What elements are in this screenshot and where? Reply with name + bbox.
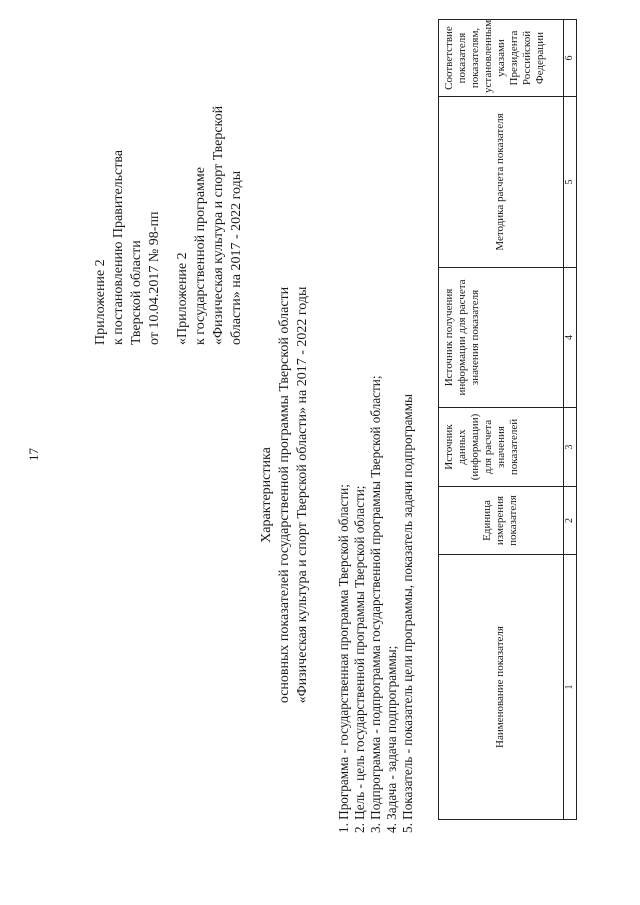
heading-line: основных показателей государственной программы Тверской области — [277, 286, 292, 704]
column-number: 6 — [563, 20, 576, 97]
table-header-cell: Источник получения информации для расчета значения показателя — [439, 268, 564, 408]
annex-word: программе — [193, 167, 208, 232]
page-number: 17 — [26, 448, 41, 461]
heading-title: Характеристика — [259, 447, 274, 543]
column-number: 5 — [563, 97, 576, 268]
definition-item: 4. Задача - задача подпрограммы; — [384, 645, 399, 833]
annex-word: к — [193, 338, 208, 345]
column-number: 3 — [563, 408, 576, 487]
annex-quote-line: «Приложение 2 — [175, 252, 190, 345]
table-header-cell: Соответствие показателя показателям, установленным указами Президента Российской Федерации — [439, 20, 564, 97]
annex-spacer — [164, 65, 174, 345]
annex-quote-line: области» на 2017 - 2022 годы — [229, 170, 244, 345]
annex-quote-line: «Физическая культура и спорт Тверской — [211, 105, 226, 345]
table-header-cell: Методика расчета показателя — [439, 97, 564, 268]
definition-item: 2. Цель - цель государственной программы Тверской области; — [352, 485, 367, 833]
table-number-row — [563, 20, 576, 820]
table-header-cell: Источник данных (информации) для расчета значения показателей — [439, 408, 564, 487]
annex-line: от 10.04.2017 № 98-пп — [147, 211, 162, 345]
annex-block — [92, 65, 246, 345]
table-header-row — [439, 20, 564, 820]
definition-item: 3. Подпрограмма - подпрограмма государственной программы Тверской области; — [368, 375, 383, 833]
annex-line: Приложение 2 — [93, 259, 108, 345]
document-heading — [258, 85, 312, 905]
column-number: 4 — [563, 268, 576, 408]
column-number: 2 — [563, 487, 576, 555]
heading-line: «Физическая культура и спорт Тверской области» на 2017 - 2022 годы — [295, 286, 310, 704]
column-number: 1 — [563, 555, 576, 820]
definition-item: 1. Программа - государственная программа Тверской области; — [336, 484, 351, 833]
annex-line: Тверской области — [129, 240, 144, 345]
annex-quote-justified — [192, 65, 210, 345]
indicators-table — [438, 19, 577, 820]
definition-item: 5. Показатель - показатель цели программы, показатель задачи подпрограммы — [400, 394, 415, 833]
definitions-list — [336, 375, 416, 833]
table-header-cell: Единица измерения показателя — [439, 487, 564, 555]
table-header-cell: Наименование показателя — [439, 555, 564, 820]
annex-line: к постановлению Правительства — [111, 149, 126, 345]
annex-word: государственной — [193, 234, 208, 335]
